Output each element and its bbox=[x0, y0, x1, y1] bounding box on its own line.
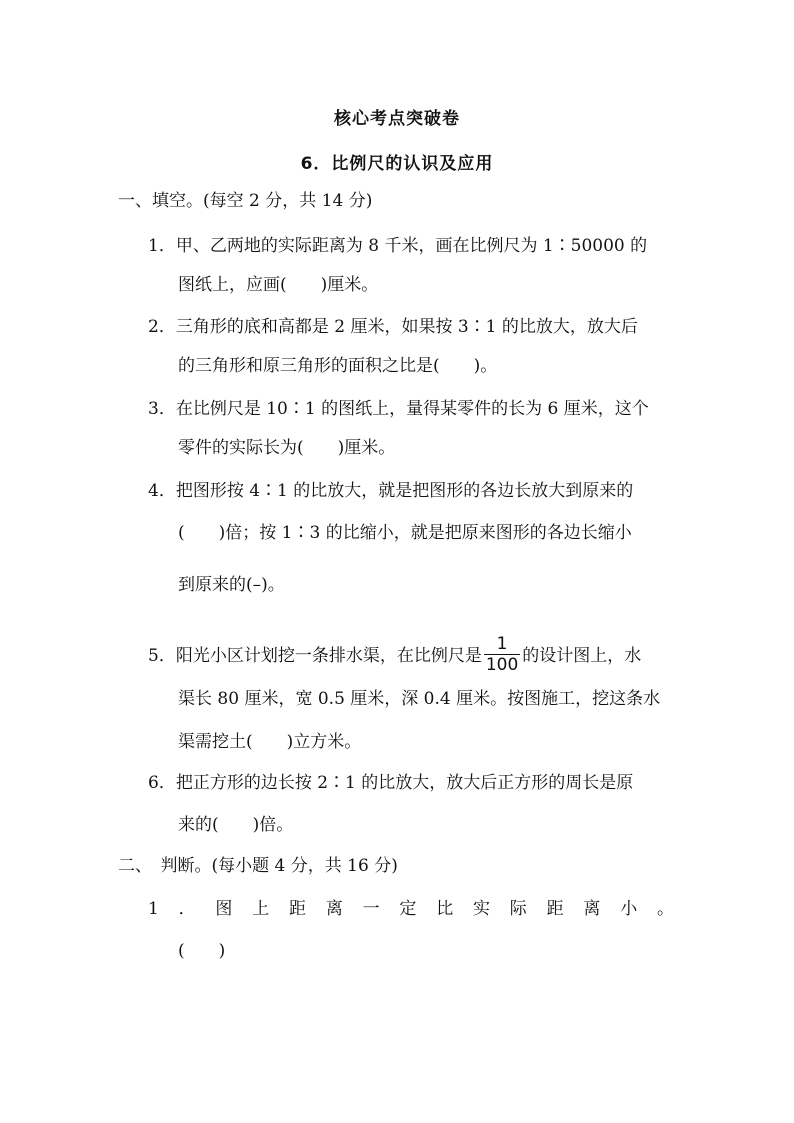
judgment-question-1-answer-blank: ( ) bbox=[178, 941, 226, 961]
judgment-question-1-line-1 bbox=[148, 898, 674, 920]
judgment-char: 上 bbox=[252, 899, 270, 919]
question-1-line-2: 图纸上，应画( )厘米。 bbox=[178, 275, 379, 295]
question-3-line-1: 3．在比例尺是 10∶1 的图纸上，量得某零件的长为 6 厘米，这个 bbox=[148, 399, 649, 419]
judgment-char: 际 bbox=[509, 899, 527, 919]
judgment-char: 离 bbox=[325, 899, 343, 919]
fraction-denominator: 100 bbox=[485, 655, 519, 675]
question-5-text-before-fraction: 5．阳光小区计划挖一条排水渠，在比例尺是 bbox=[148, 646, 482, 666]
question-5-text-after-fraction: 的设计图上，水 bbox=[522, 646, 642, 666]
question-1-line-1: 1．甲、乙两地的实际距离为 8 千米，画在比例尺为 1∶50000 的 bbox=[148, 236, 648, 256]
page-title: 核心考点突破卷 bbox=[334, 109, 460, 129]
question-2-line-2: 的三角形和原三角形的面积之比是( )。 bbox=[178, 356, 498, 376]
judgment-char: 1 bbox=[148, 899, 159, 919]
scale-fraction bbox=[484, 634, 520, 675]
question-2-line-1: 2．三角形的底和高都是 2 厘米，如果按 3∶1 的比放大，放大后 bbox=[148, 317, 638, 337]
judgment-char: 图 bbox=[215, 899, 233, 919]
question-5-line-2: 渠长 80 厘米，宽 0.5 厘米，深 0.4 厘米。按图施工，挖这条水 bbox=[178, 689, 661, 709]
question-6-line-1: 6．把正方形的边长按 2∶1 的比放大，放大后正方形的周长是原 bbox=[148, 773, 634, 793]
question-3-line-2: 零件的实际长为( )厘米。 bbox=[178, 438, 396, 458]
question-4-line-2: ( )倍；按 1∶3 的比缩小，就是把原来图形的各边长缩小 bbox=[178, 523, 632, 543]
question-6-line-2: 来的( )倍。 bbox=[178, 815, 294, 835]
question-5-line-1 bbox=[148, 636, 641, 677]
judgment-char: 离 bbox=[583, 899, 601, 919]
judgment-char: 比 bbox=[436, 899, 454, 919]
page-subtitle: 6．比例尺的认识及应用 bbox=[300, 154, 494, 174]
fraction-numerator: 1 bbox=[496, 634, 508, 654]
section-1-heading: 一、填空。(每空 2 分，共 14 分) bbox=[118, 191, 373, 211]
judgment-char: ． bbox=[178, 899, 196, 919]
judgment-char: 距 bbox=[546, 899, 564, 919]
question-4-line-1: 4．把图形按 4∶1 的比放大，就是把图形的各边长放大到原来的 bbox=[148, 481, 634, 501]
judgment-char: 小 bbox=[620, 899, 638, 919]
judgment-char: 一 bbox=[362, 899, 380, 919]
question-4-line-3: 到原来的(–)。 bbox=[178, 575, 285, 595]
judgment-char: 距 bbox=[289, 899, 307, 919]
judgment-char: 实 bbox=[473, 899, 490, 919]
question-5-line-3: 渠需挖土( )立方米。 bbox=[178, 732, 362, 752]
section-2-heading: 二、 判断。(每小题 4 分，共 16 分) bbox=[118, 856, 398, 876]
judgment-char: 定 bbox=[399, 899, 417, 919]
judgment-char: 。 bbox=[656, 899, 674, 919]
